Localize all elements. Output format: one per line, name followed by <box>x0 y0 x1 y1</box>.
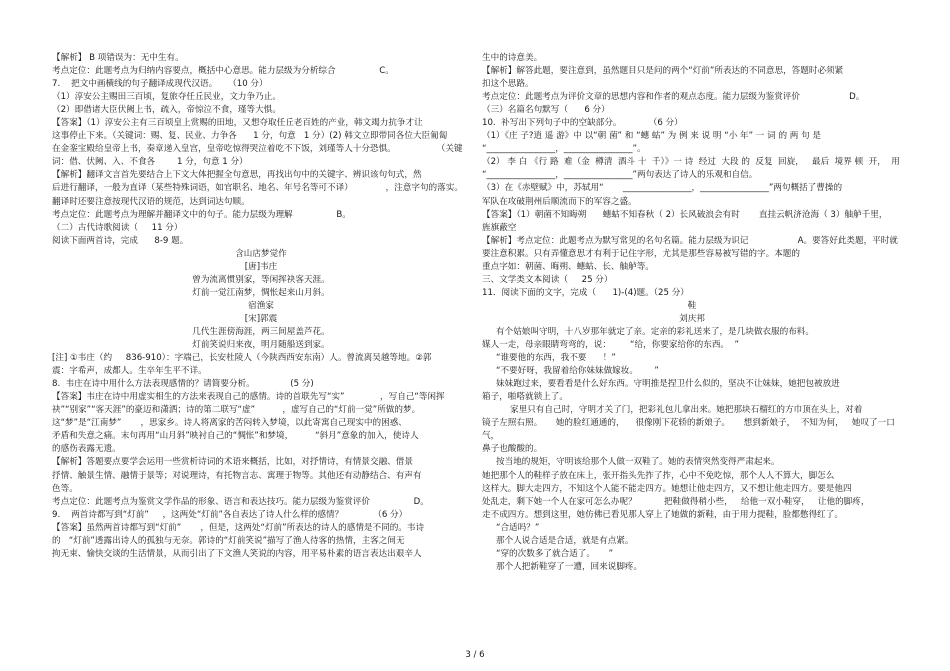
text-line: 三、文学类文本阅读（ 25 分） <box>482 274 613 285</box>
story-line: 鼻子也酸酸的。 <box>482 444 543 455</box>
text-line: 【解析】翻译文言首先要结合上下文大体把握全句意思，再找出句中的关键字、辨识该句句式，然 <box>52 170 422 181</box>
poem-line: 灯前一觉江南梦，惆怅起来山月斜。 <box>192 287 330 298</box>
left-column <box>52 52 470 561</box>
story-line: “穿的次数多了就合适了。 ” <box>496 548 614 559</box>
text-line: 考点定位：此题考点为理解并翻译文中的句子。能力层级为理解 B。 <box>52 209 351 220</box>
text-line: 考点定位：此题考点为评价文章的思想内容和作者的观点态度。能力层级为鉴赏评价 D。 <box>482 92 865 103</box>
poem-line: 灯前笑说归来夜，明月随船送到家。 <box>192 340 330 351</box>
text-line: 【答案】虽然两首诗都写到“灯前” ，但是，这两处“灯前”所表达的诗人的感情是不同的。韦诗 <box>52 522 425 533</box>
text-line: 考点定位：此题考点为鉴赏文学作品的形象、语言和表达技巧。能力层级为鉴赏评价 D。 <box>52 496 429 507</box>
story-line: 妹妹跑过来，要看看是什么好东西。守明推是捏卫什么似的，坚决不让妹妹，她把包被放进 <box>496 379 840 390</box>
text-line: 要注意积累。只有弄懂意思才有利于记住字形，尤其是那些容易被写错的字。本题的 <box>482 248 800 259</box>
text-line: （二）古代诗歌阅读（ 11 分） <box>52 222 183 233</box>
text-line: 考点定位：此题考点为归纳内容要点，概括中心意思。能力层级为分析综合 C。 <box>52 66 394 77</box>
text-line: （1）淳安公主赐田三百顷，复旅夺任丘民业，文力争乃止。 <box>52 92 281 103</box>
story-line: “谁要他的东西，我不要 ！” <box>496 353 616 364</box>
story-line: 那个人说合适是合适，就是有点紧。 <box>496 535 634 546</box>
text-line: 9. 两首诗都写到“灯前” ，这两处“灯前”各自表达了诗人什么样的感情？ （6 分） <box>52 509 408 520</box>
text-line: 词：借、伏阙、入、不食各 1 分，句意 1 分） <box>52 157 248 168</box>
text-line: 【解析】答题要点要学会运用一些赏析诗词的术语来概括，比如，对抒情诗，有情景交融、借景 <box>52 457 413 468</box>
text-line: 生中的诗意美。 <box>482 53 543 63</box>
story-line: 她把那个人的鞋样子放在床上，张开指头先拃了拃，心中不免吃惊，那个人人不算大，脚怎么 <box>482 470 835 481</box>
text-line: 【解析】解答此题，要注意到，虽然题目只是问的两个“灯前”所表达的不同意思，答题时必须紧 <box>482 66 844 77</box>
text-line: 10. 补写出下列句子中的空缺部分。 （6 分） <box>482 118 683 129</box>
text-line: （三）名篇名句默写（ 6 分） <box>482 105 610 116</box>
text-line: 这“梦”是“江南梦” ，思家乡。诗人将离家的苦闷转入梦境，以此寄寓自己现实中的困惑、 <box>52 418 407 429</box>
story-line: 这样大。脚大走四方，不知这个人能不能走四方。她想让他走四方，又不想让他走四方。要是他四 <box>482 483 852 494</box>
story-line: 媒人一走，母亲眼睛弯弯的，说： “给，你要家给你的东西。 ” <box>482 340 739 351</box>
text-line: 拘无束、愉快交谈的生活情景，从而引出了下文渔人笑说的内容，用平易朴素的语言表达出艰辛人 <box>52 548 422 559</box>
story-line: 家里只有自己时，守明才关了门，把彩礼包儿拿出来。她把那块石榴红的方巾顶在头上，对着 <box>510 405 863 416</box>
text-line: 7. 把文中画横线的句子翻译成现代汉语。 （10 分） <box>52 79 268 90</box>
text-line: 重点字如：朝菌、晦朔、蟪蛄、长、舳舻等。 <box>482 261 654 272</box>
text-line: 旌旗蔽空 <box>482 222 517 233</box>
text-line: 【答案】（1）淳安公主有三百顷皇上赏赐的田地，又想夺取任丘老百姓的产业，韩文竭力抗争才让 <box>52 118 423 129</box>
text-line: （2）即借诸大臣伏阙上书，疏入，帝惊泣不食，瑾等大惧。 <box>52 105 281 116</box>
story-line: 镜子左照右照。 她的脸红通通的， 很像刚下花轿的新娘子。 想到新娘子， 不知为何， 她叹了一口气， <box>482 418 895 442</box>
text-line: 的 “灯前”透露出诗人的孤独与无奈。郭诗的“灯前笑说”描写了渔人待客的热情，主客之间无 <box>52 535 405 546</box>
text-line: 袂”“别家”“客天涯”的豪迈和潇洒；诗的第二联写“虚” ，虚写自己的“灯前一觉”所做的梦。 <box>52 405 421 416</box>
text-line: 这事停止下来。（关键词：赐、复、民业、力争各 1 分，句意 1 分）(2) 韩文立即带同各位大臣匍匐 <box>52 131 448 142</box>
text-line: （3）在《赤壁赋》中，苏轼用“ ________________，________________”两句概括了曹操的 <box>482 183 843 194</box>
text-line: 色等。 <box>52 483 78 494</box>
text-line: 在金銮宝殿给皇帝上书，奏章递入皇宫，皇帝吃惊得哭泣着吃不下饭，刘瑾等人十分恐惧。 （关键 <box>52 144 463 155</box>
story-line: “合适吗？” <box>496 522 540 533</box>
text-line: 【答案】韦庄在诗中用虚实相生的方法来表现自己的感情。诗的首联先写“实” ，写自己“等闲挥 <box>52 392 445 403</box>
text-line: 11．阅读下面的文字，完成（ 1)-(4)题。（25 分） <box>482 287 689 298</box>
poem-line: 几代生涯傍海涯，两三间屋盖芦花。 <box>192 326 330 337</box>
text-line: 震：字希声，成都人。生卒年生平不详。 <box>52 366 207 377</box>
text-line: 【解析】考点定位：此题考点为默写常见的名句名篇。能力层级为识记 A。要答好此类题，平时就 <box>482 235 898 246</box>
story-line: 走不成四方。想到这里，她仿佛已看见那人穿上了她做的新鞋，由于用力提鞋，脸都憋得红了。 <box>482 509 843 520</box>
page-number: 3 / 6 <box>465 650 485 660</box>
text-line: [注] ①韦庄（约 836-910）：字端己，长安杜陵人（今陕西西安东南）人。曾流离吴越等地。②郭 <box>52 353 432 364</box>
text-line: 抒情、触景生情、融情于景等；对说理诗，有托物言志、寓理于物等。其他还有动静结合、有声有 <box>52 470 422 481</box>
right-column <box>482 52 902 574</box>
text-line: 矛盾和失意之痛。末句再用“山月斜”映衬自己的“惆怅”和梦境， “斜月”意象的加入，使诗人 <box>52 431 419 442</box>
text-line: “________________，________________”两句表达了诗人的乐观和自信。 <box>482 170 758 181</box>
text-line: 【解析】 B 项错误为：无中生有。 <box>52 53 184 63</box>
poem-author: [唐]韦庄 <box>244 261 278 272</box>
text-line: 翻译时还要注意按现代汉语的规范，达到词达句顺。 <box>52 196 250 207</box>
text-line: 阅读下面两首诗，完成 8-9 题。 <box>52 235 189 246</box>
poem-title: 宿渔家 <box>248 300 274 311</box>
text-line: （2） 李 白 《行 路 难（金 樽清 酒斗 十 千）》一 诗 经过 大段 的 反复 回旋， 最后 境界 顿 开， 用 <box>482 157 900 168</box>
text-line: 扣这个思路。 <box>482 79 534 90</box>
story-author: 刘庆邦 <box>679 313 705 324</box>
text-line: “________________，________________”。 <box>482 144 646 155</box>
text-line: 后进行翻译，一般为直译（某些特殊词语，如官职名、地名、年号名等可不译） ，注意字句的落实。 <box>52 183 463 194</box>
story-line: 处乱走，剩下她一个人在家可怎么办呢？ 把鞋做得稍小些， 给他一双小鞋穿， 让他的脚疼， <box>482 496 870 507</box>
story-line: 那个人把新鞋穿了一遭，回来说脚疼。 <box>496 561 643 572</box>
poem-title: 含山店梦觉作 <box>235 248 287 259</box>
text-line: 的感伤表露无遗。 <box>52 444 121 455</box>
story-line: 有个姑娘叫守明，十八岁那年就定了亲。定亲的彩礼送来了，是几块做衣服的布料。 <box>496 326 814 337</box>
poem-line: 曾为流离惯别家，等闲挥袂客天涯。 <box>192 274 330 285</box>
text-line: 8. 韦庄在诗中用什么方法表现感情的？请简要分析。 (5 分) <box>52 379 314 390</box>
story-line: “不要好呀，我留着给你妹妹做嫁妆。 ” <box>496 366 659 377</box>
story-line: 按当地的规矩，守明该给那个人做一双鞋了。她的表情突然变得严肃起来。 <box>496 457 780 468</box>
text-line: 军队在攻破荆州后顺流而下的军容之盛。 <box>482 196 637 207</box>
poem-author: [宋]郭震 <box>244 313 278 324</box>
text-line: 【答案】（1）朝菌不知晦朔 蟪蛄不知春秋（ 2）长风破浪会有时 直挂云帆济沧海（ 3）舳舻千里， <box>482 209 888 220</box>
story-title: 鞋 <box>687 300 697 311</box>
story-line: 箱子，啪嗒就锁上了。 <box>482 392 568 403</box>
text-line: （1）《庄 子?逍 遥 游》中 以“朝 菌” 和 “蟪 蛄” 为 例 来 说 明 “小 年” 一 词 的 两 句 是 <box>482 131 822 142</box>
